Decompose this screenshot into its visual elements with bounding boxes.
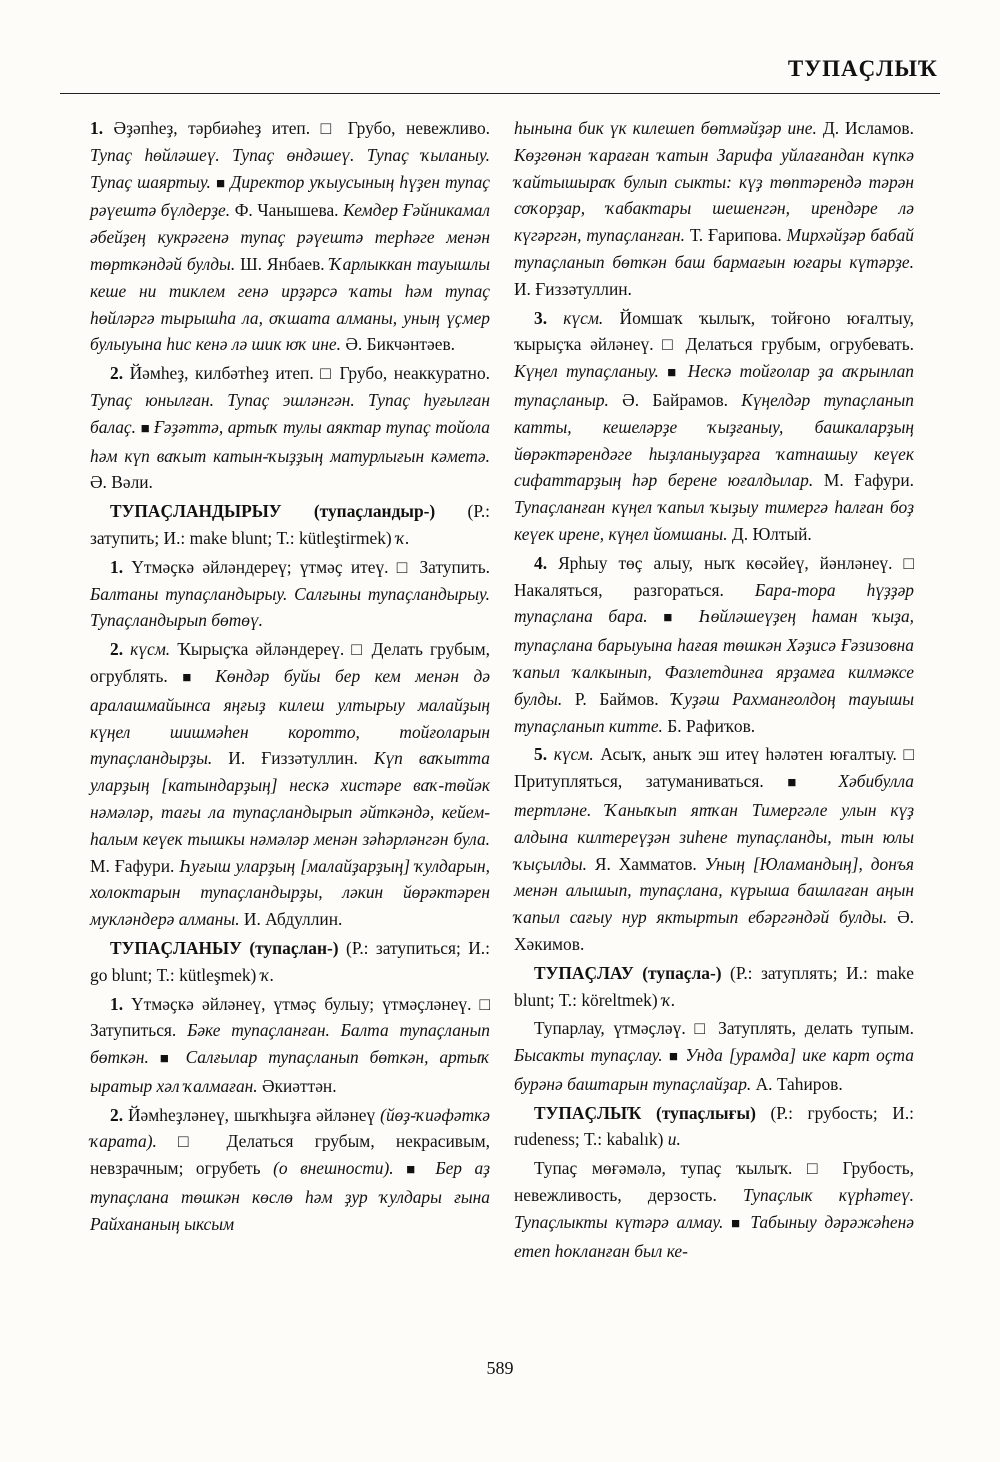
left-column bbox=[90, 115, 490, 1240]
example-text: Уның [Юламандың], донъя менән алышып, тупаҫлана, күрыша башлаған аңын ҡапыл сағыу нур яктыртып ебәргәндәй булды. bbox=[514, 853, 914, 928]
definition-text: Д. Юлтый. bbox=[731, 523, 812, 544]
example-text: Күңелдәр тупаҫланып катты, кешеләрҙе ҡыҙғаныу, башкаларҙың йөрәктәрендәге һыҙланыуҙарға ҡатнашыу кеүек сифаттарҙың һәр берене юғалдылар. bbox=[514, 389, 914, 491]
example-text: Көндәр буйы бер кем менән дә аралашмайынса яңғыҙ килеш ултырыу малайҙың күңел шишмәһен короттo, тойғоларын тупаҫландырҙы. bbox=[90, 665, 490, 769]
sense-number: 1. bbox=[110, 556, 132, 577]
example-text: Тупаҫлык күрһәтеү. Тупаҫлыкты күтәрә алмау. bbox=[514, 1185, 914, 1232]
dictionary-entry-head bbox=[514, 960, 914, 1014]
definition-text: М. Ғафури. bbox=[823, 470, 915, 491]
example-text: күсм. bbox=[563, 307, 620, 328]
example-text: күсм. bbox=[553, 744, 601, 765]
headword: ТУПАҪЛАНДЫРЫУ bbox=[110, 501, 314, 522]
headword: ТУПАҪЛЫҠ bbox=[534, 1102, 657, 1123]
example-text: һынына бик үк килешеп бөтмәйҙәр ине. bbox=[514, 118, 823, 138]
example-text: Ҡарлыккан тауышлы кеше ни тиклем генә ирҙәрсә ҡаты һәм тупаҫ һөйләргә тырышһа ла, оҡшата алманы, уның үҫмер булыуына һис кенә лә шик юҡ ине. bbox=[90, 253, 490, 355]
example-text: Бәке тупаҫланған. Балта тупаҫланып бөткән. bbox=[90, 1020, 490, 1068]
dictionary-paragraph bbox=[90, 115, 490, 358]
sense-number: 3. bbox=[534, 307, 564, 328]
definition-text: И. Абдуллин. bbox=[243, 909, 343, 930]
right-column bbox=[514, 115, 914, 1266]
definition-text: Ә. Байрамов. bbox=[622, 389, 742, 410]
example-text: Салғылар тупаҫланып бөткән, артыҡ ыратыр хәл ҡалмаған. bbox=[90, 1047, 490, 1096]
example-text: Балтаны тупаҫландырыу. Салғыны тупаҫландырыу. Тупаҫландырып бөтөү. bbox=[90, 583, 490, 631]
example-text: ҡ. bbox=[396, 527, 410, 548]
sense-number: 1. bbox=[110, 993, 132, 1014]
definition-text: Ә. Хәкимов. bbox=[514, 907, 914, 954]
example-text: Директор уҡыусының һүҙен тупаҫ рәүештә бүлдерҙе. bbox=[90, 171, 490, 221]
definition-text: □ Делаться грубым, некрасивым, невзрачным; огрубеть bbox=[90, 1131, 490, 1179]
definition-text: Ф. Чанышева. bbox=[234, 200, 344, 221]
dictionary-paragraph bbox=[514, 550, 914, 740]
definition-text: Р. Баймов. bbox=[574, 688, 672, 709]
example-text: Ғәҙәттә, артыҡ тулы аяктар тупаҫ тойола һәм күп ваҡыт катын-ҡыҙҙың матурлығын кәметә. bbox=[90, 416, 490, 466]
phraseology-marker: ■ bbox=[787, 775, 839, 792]
example-text: Тупаҫ юнылған. Тупаҫ эшләнгән. Тупаҫ һуғылған балаҫ. bbox=[90, 389, 490, 437]
phraseology-marker: ■ bbox=[140, 420, 154, 437]
example-text: Бер аҙ тупаҫлана төшкән көслө һәм ҙур ҡулдары ғына Райхананың ыксым bbox=[90, 1158, 490, 1234]
definition-text: Ә. Бикчәнтәев. bbox=[345, 334, 456, 355]
example-text: Тупаҫланған күңел ҡапыл ҡыҙыу тимергә һалған боҙ кеүек ирене, күңел йомшаны. bbox=[514, 497, 914, 544]
definition-text: Ш. Янбаев. bbox=[240, 253, 330, 274]
definition-text: Тупарлау, үтмәҫләү. □ Затуплять, делать тупым. bbox=[534, 1018, 914, 1039]
example-text: Күңел тупаҫланыу. bbox=[514, 361, 668, 382]
definition-text: М. Ғафури. bbox=[90, 855, 180, 876]
running-head: ТУПАҪЛЫҠ bbox=[787, 56, 938, 81]
dictionary-paragraph bbox=[90, 991, 490, 1100]
example-text: Күп ваҡытта уларҙың [катындарҙың] нескә хистәре ваҡ-төйәк нәмәләр, тағы ла тупаҫландырып әйткәндә, кейем-һалым кеүек тышкы нәмәләр менән зәһәрләнгән була. bbox=[90, 748, 490, 849]
dictionary-paragraph bbox=[90, 636, 490, 933]
definition-text: А. Таһиров. bbox=[755, 1073, 843, 1094]
definition-text: И. Ғиззәтуллин. bbox=[514, 278, 632, 299]
example-text: Бара-тора һүҙҙәр тупаҫлана бара. bbox=[514, 579, 914, 627]
definition-text: Үтмәҫкә әйләндереү; үтмәҫ итеү. □ Затупить. bbox=[131, 556, 490, 577]
definition-text: (Р.: грубость; И.: rudeness; Т.: kabalık) bbox=[514, 1102, 914, 1150]
dictionary-paragraph bbox=[514, 305, 914, 548]
definition-text: Тупаҫ мөғәмәлә, тупаҫ ҡылыҡ. □ Грубость, невежливость, дерзость. bbox=[514, 1158, 914, 1206]
dictionary-paragraph bbox=[90, 360, 490, 496]
definition-text: Әкиәттән. bbox=[261, 1075, 337, 1096]
definition-text: Йәмһеҙ, килбәтһеҙ итеп. □ Грубо, неаккуратно. bbox=[129, 363, 490, 384]
definition-text: Я. Хамматов. bbox=[594, 853, 705, 874]
example-text: күсм. bbox=[130, 639, 178, 660]
header-divider bbox=[60, 93, 940, 94]
phraseology-marker: ■ bbox=[215, 175, 231, 192]
phraseology-marker: ■ bbox=[406, 1162, 436, 1179]
example-text: Табыныу дәрәжәһенә етеп һокланған был ке- bbox=[514, 1211, 914, 1261]
definition-text: Т. Ғарипова. bbox=[689, 225, 787, 246]
example-text: и. bbox=[667, 1129, 681, 1150]
headword-form: (тупаҫла-) bbox=[642, 962, 731, 983]
sense-number: 2. bbox=[110, 363, 130, 384]
example-text: Мирхәйҙәр бабай тупаҫланып бөткән баш бармағын юғары күтәрҙе. bbox=[514, 225, 915, 272]
example-text: Тупаҫ һөйләшеү. Тупаҫ өндәшеү. Тупаҫ ҡыланыу. Тупаҫ шаяртыу. bbox=[90, 144, 490, 192]
sense-number: 4. bbox=[534, 552, 559, 573]
phraseology-marker: ■ bbox=[667, 365, 688, 382]
sense-number: 2. bbox=[110, 1104, 128, 1125]
definition-text: И. Ғиззәтуллин. bbox=[228, 748, 374, 769]
headword-form: (тупаҫландыр-) bbox=[313, 501, 468, 522]
example-text: ҡ. bbox=[661, 989, 676, 1010]
example-text: Һуғыш уларҙың [малайҙарҙың] ҡулдарын, холоктарын тупаҫландырҙы, ләкин йөрәктәрен мукләндерә алманы. bbox=[90, 855, 490, 930]
example-text: Һөйләшеүҙең һаман ҡыҙа, тупаҫлана барыуына һағая төшкән Хәҙисә Ғәзизовна ҡапыл ҡалкынып, Фазлетдинға ярҙамға килмәксе булды. bbox=[514, 606, 914, 709]
phraseology-marker: ■ bbox=[663, 610, 699, 627]
dictionary-entry-head bbox=[90, 498, 490, 552]
phraseology-marker: ■ bbox=[159, 1051, 186, 1068]
definition-text: Б. Рафиҡов. bbox=[667, 715, 756, 736]
example-text: ҡ. bbox=[260, 964, 275, 985]
sense-number: 1. bbox=[90, 118, 114, 138]
example-text: Хәбибулла тертләне. Ҡаныҡып ятҡан Тимергәле улын күҙ алдына килтереүҙән зиһене тупаҫланды, тын юлы ҡыҫылды. bbox=[514, 771, 914, 874]
definition-text: (Р.: затупиться; И.: go blunt; Т.: kütleşmek) bbox=[90, 937, 490, 985]
sense-number: 2. bbox=[110, 639, 131, 660]
dictionary-paragraph bbox=[90, 554, 490, 634]
dictionary-paragraph bbox=[514, 741, 914, 957]
definition-text: (Р.: затупить; И.: make blunt; Т.: kütleştirmek) bbox=[90, 501, 490, 548]
sense-number: 5. bbox=[534, 744, 554, 765]
definition-text: Йәмһеҙләнеү, шыҡһыҙға әйләнеү bbox=[128, 1104, 381, 1125]
phraseology-marker: ■ bbox=[730, 1215, 751, 1232]
example-text: Ҡуҙәш Рахманғолдоң тауышы тупаҫланып китте. bbox=[514, 688, 915, 736]
definition-text: Асыҡ, аныҡ эш итеү һәләтен юғалтыу. □ Притупляться, затуманиваться. bbox=[514, 744, 915, 792]
headword-form: (тупаҫлығы) bbox=[656, 1102, 771, 1123]
dictionary-paragraph bbox=[90, 1102, 490, 1238]
definition-text: Ҡырыҫҡа әйләндереү. □ Делать грубым, огрублять. bbox=[90, 639, 490, 686]
phraseology-marker: ■ bbox=[182, 669, 216, 686]
definition-text: Д. Исламов. bbox=[822, 118, 914, 138]
headword-form: (тупаҫлан-) bbox=[249, 937, 347, 958]
example-text: Нескә тойғолар ҙа аҡрынлап тупаҫланыр. bbox=[514, 361, 915, 410]
example-text: (йөҙ-ҡиәфәткә ҡарата). bbox=[90, 1104, 490, 1152]
dictionary-paragraph bbox=[514, 1015, 914, 1097]
example-text: Унда [урамда] ике карт оҫта бурәнә баштарын тупаҫлайҙар. bbox=[514, 1045, 915, 1094]
dictionary-entry-head bbox=[90, 935, 490, 989]
definition-text: Ярһыу төҫ алыу, ныҡ көсәйеү, йәнләнеү. □ Накаляться, разгораться. bbox=[514, 552, 914, 600]
dictionary-paragraph bbox=[514, 1155, 914, 1264]
phraseology-marker: ■ bbox=[668, 1049, 686, 1066]
definition-text: Ә. Вәли. bbox=[90, 472, 153, 493]
definition-text: Үтмәҫкә әйләнеү, үтмәҫ булыу; үтмәҫләнеү. □ Затупиться. bbox=[90, 993, 490, 1041]
headword: ТУПАҪЛАНЫУ bbox=[110, 937, 250, 958]
definition-text: Әҙәпһеҙ, тәрбиәһеҙ итеп. □ Грубо, невежливо. bbox=[113, 118, 490, 138]
example-text: Көҙгөнән ҡараған ҡатын Зарифа уйлағандан күпкә ҡайтышыраҡ булып сыкты: күҙ төптәрендә тәрән соҡорҙар, ҡабактары шешенгән, ирендәре лә күгәргән, тупаҫланған. bbox=[514, 144, 914, 246]
dictionary-entry-head bbox=[514, 1100, 914, 1154]
page-number: 589 bbox=[486, 1358, 514, 1378]
definition-text: (Р.: затуплять; И.: make blunt; Т.: köreltmek) bbox=[514, 962, 914, 1010]
example-text: Кемдер Ғәйникамал әбейҙең кукрәгенә тупаҫ рәүештә терһәге менән төрткәндәй булды. bbox=[90, 200, 490, 274]
dictionary-paragraph bbox=[514, 115, 914, 303]
headword: ТУПАҪЛАУ bbox=[534, 962, 643, 983]
definition-text: Йомшаҡ ҡылыҡ, тойғоно юғалтыу, ҡырыҫҡа әйләнеү. □ Делаться грубым, огрубевать. bbox=[514, 307, 915, 355]
example-text: (о внешности). bbox=[273, 1158, 407, 1179]
example-text: Бысакты тупаҫлау. bbox=[514, 1045, 669, 1066]
